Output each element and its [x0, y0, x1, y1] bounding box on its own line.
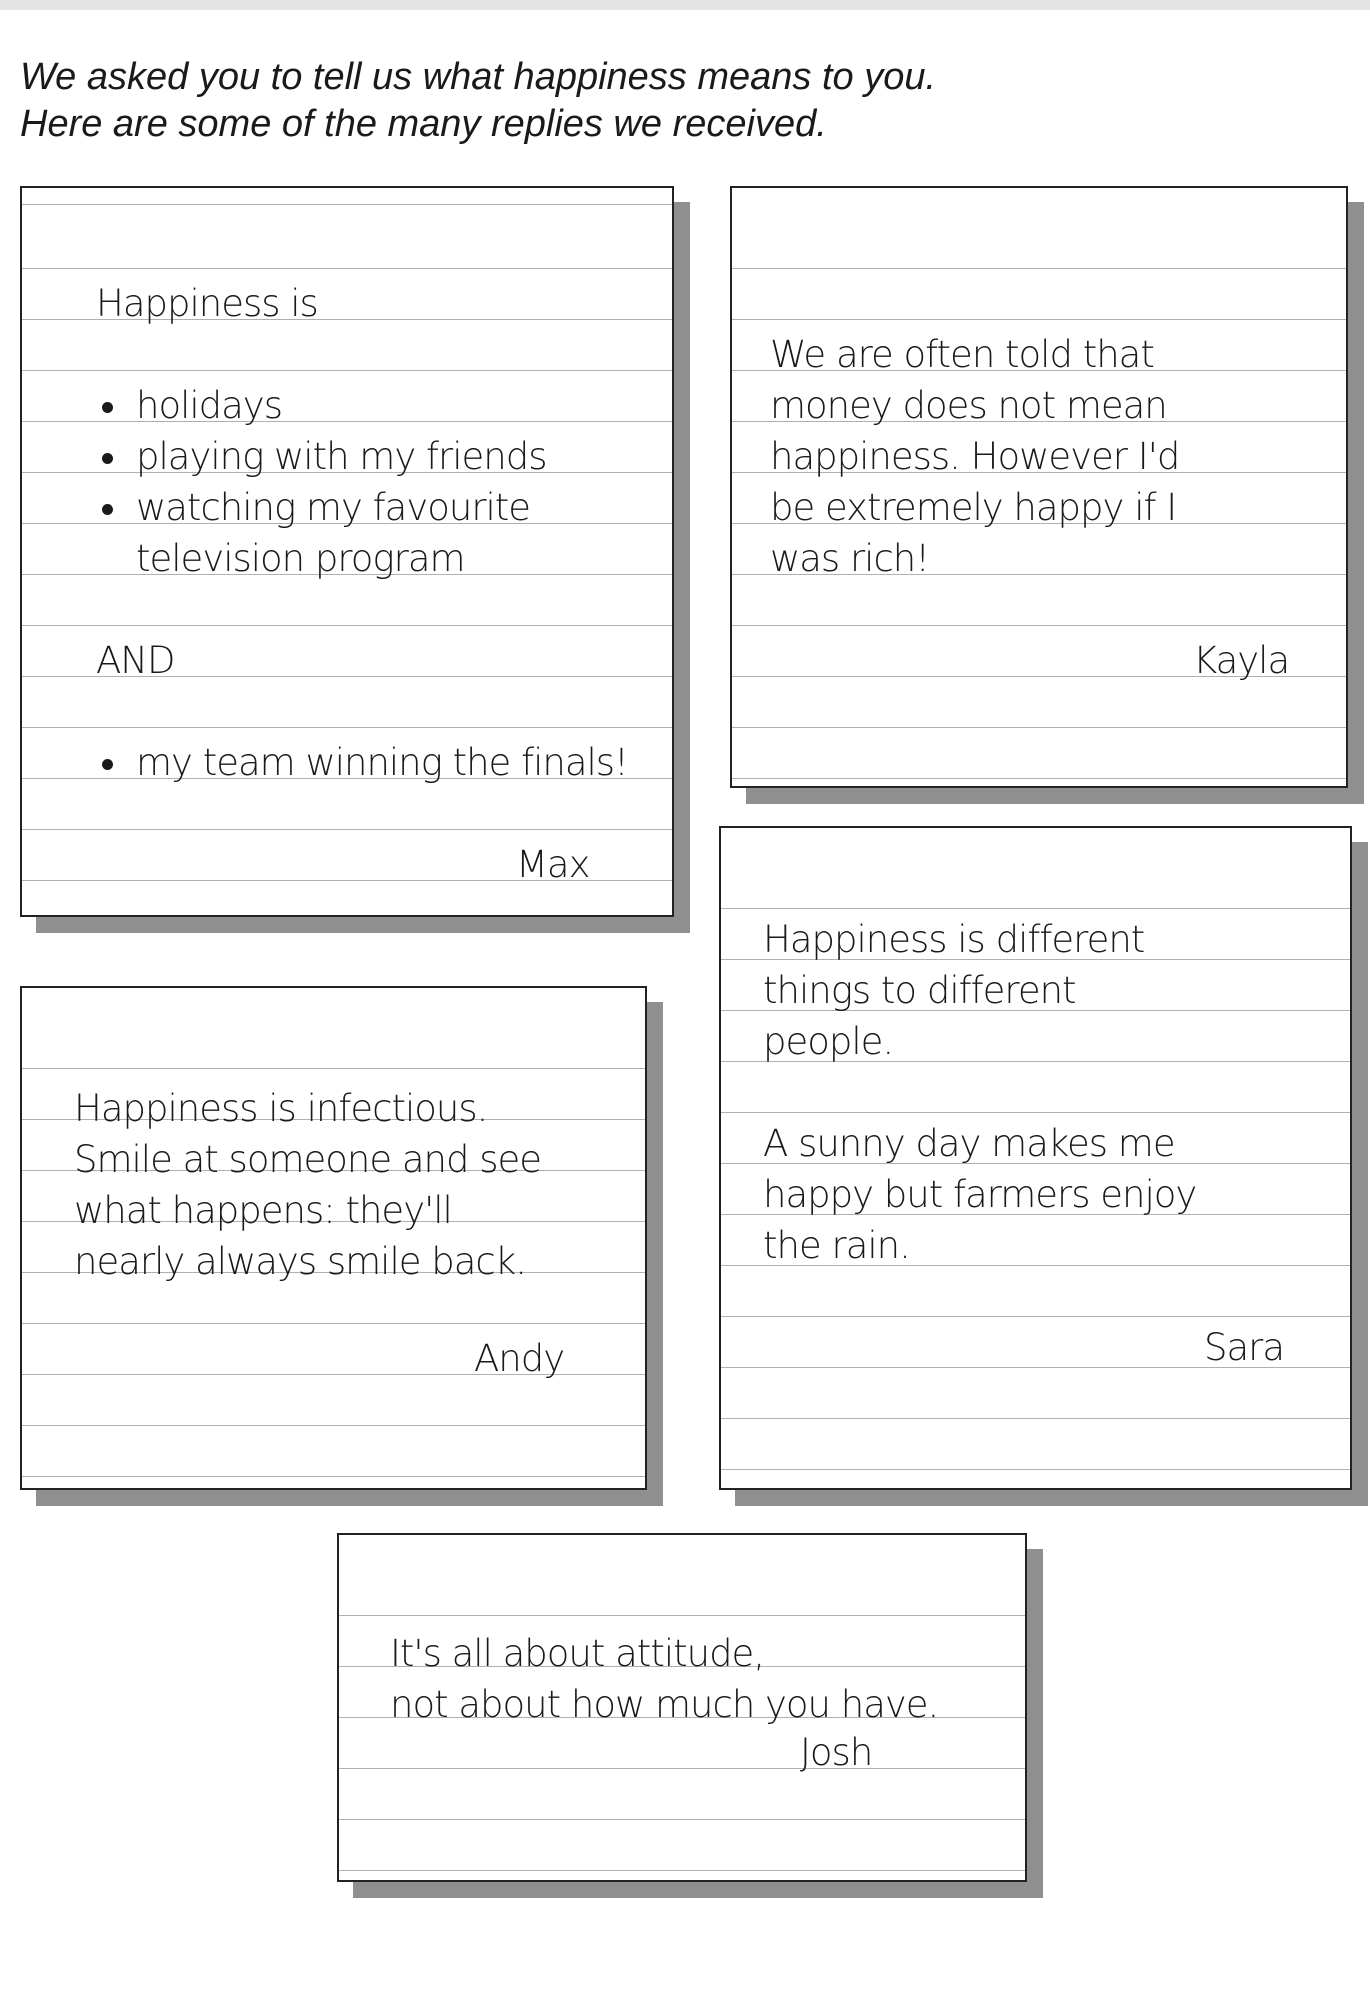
top-bar [0, 0, 1370, 10]
reply-line: Smile at someone and see [74, 1138, 542, 1181]
bullet-icon [96, 482, 136, 533]
intro-line-2: Here are some of the many replies we received. [20, 103, 827, 145]
reply-card-max [20, 186, 674, 917]
reply-line: We are often told that [770, 333, 1154, 376]
reply-text [96, 278, 628, 788]
reply-line: money does not mean [770, 384, 1167, 427]
reply-line: was rich! [770, 537, 930, 580]
reply-text [770, 329, 1179, 584]
reply-card-sara [719, 826, 1352, 1490]
bullet-item: watching my favourite [136, 486, 531, 529]
bullet-icon [96, 737, 136, 788]
reply-heading: Happiness is [96, 282, 318, 325]
reply-line: A sunny day makes me [763, 1122, 1175, 1165]
reply-text [74, 1083, 541, 1287]
reply-line: the rain. [763, 1224, 910, 1267]
reply-signature: Max [516, 843, 590, 886]
reply-line: happiness. However I'd [770, 435, 1180, 478]
bullet-item: holidays [136, 384, 282, 427]
reply-line: Happiness is different [763, 918, 1145, 961]
reply-line: Happiness is infectious. [74, 1087, 488, 1130]
reply-text [763, 914, 1196, 1271]
reply-line: what happens: they'll [74, 1189, 452, 1232]
bullet-item: playing with my friends [136, 435, 547, 478]
reply-line: happy but farmers enjoy [763, 1173, 1197, 1216]
intro-text [20, 54, 936, 148]
bullet-item: my team winning the finals! [136, 741, 628, 784]
reply-line: people. [763, 1020, 894, 1063]
reply-line: be extremely happy if I [770, 486, 1177, 529]
reply-line: things to different [763, 969, 1076, 1012]
reply-connector: AND [96, 639, 175, 682]
reply-signature: Josh [800, 1731, 873, 1774]
bullet-item-continuation: television program [136, 537, 465, 580]
reply-line: not about how much you have. [390, 1683, 939, 1726]
bullet-icon [96, 431, 136, 482]
reply-card-andy [20, 986, 647, 1490]
reply-signature: Kayla [1193, 639, 1290, 682]
reply-card-kayla [730, 186, 1348, 788]
reply-line: It's all about attitude, [390, 1632, 765, 1675]
intro-line-1: We asked you to tell us what happiness means to you. [20, 56, 937, 98]
reply-text [390, 1628, 938, 1730]
bullet-icon [96, 380, 136, 431]
reply-card-josh [337, 1533, 1027, 1882]
reply-signature: Andy [474, 1337, 565, 1380]
reply-signature: Sara [1204, 1326, 1285, 1369]
reply-line: nearly always smile back. [74, 1240, 526, 1283]
